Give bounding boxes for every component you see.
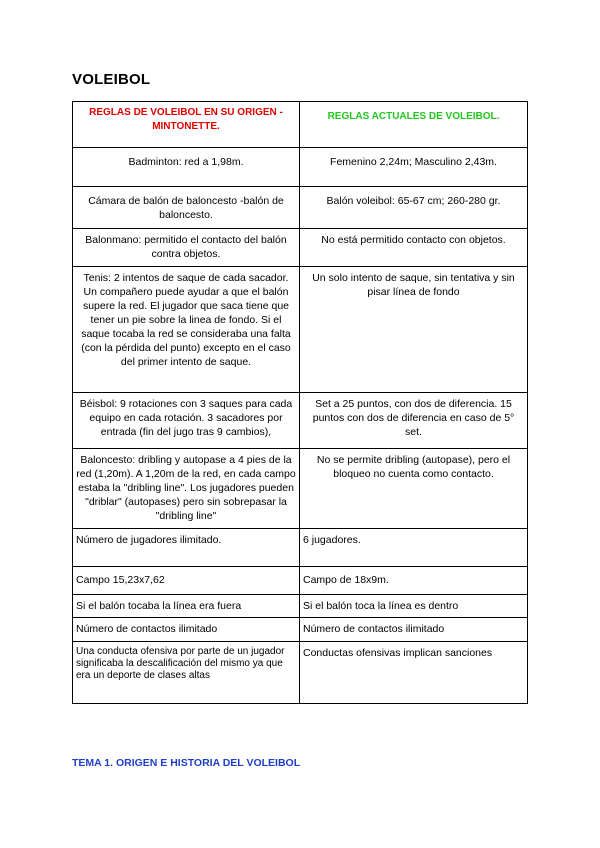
cell-current: Campo de 18x9m. — [300, 567, 528, 595]
cell-current: No se permite dribling (autopase), pero el bloqueo no cuenta como contacto. — [300, 449, 528, 529]
cell-current: Set a 25 puntos, con dos de diferencia. 15 puntos con dos de diferencia en caso de 5° set. — [300, 393, 528, 449]
section-heading: TEMA 1. ORIGEN E HISTORIA DEL VOLEIBOL — [72, 757, 301, 769]
cell-current: Conductas ofensivas implican sanciones — [300, 642, 528, 704]
cell-original: Número de jugadores ilimitado. — [73, 529, 300, 567]
rules-comparison-table — [72, 101, 528, 704]
table-row — [73, 229, 528, 267]
cell-original: Baloncesto: dribling y autopase a 4 pies de la red (1,20m). A 1,20m de la red, en cada campo estaba la "dribling line". Los jugadores pueden "driblar" (autopases) pero sin sobrepasar la "dribling line" — [73, 449, 300, 529]
cell-current: Si el balón toca la línea es dentro — [300, 595, 528, 618]
cell-current: Femenino 2,24m; Masculino 2,43m. — [300, 148, 528, 187]
table-row — [73, 393, 528, 449]
table-row — [73, 148, 528, 187]
cell-current: 6 jugadores. — [300, 529, 528, 567]
table-row — [73, 595, 528, 618]
cell-original: Número de contactos ilimitado — [73, 618, 300, 642]
table-row — [73, 529, 528, 567]
cell-original: Badminton: red a 1,98m. — [73, 148, 300, 187]
cell-original: Si el balón tocaba la línea era fuera — [73, 595, 300, 618]
cell-original: Cámara de balón de baloncesto -balón de baloncesto. — [73, 187, 300, 229]
cell-original: Una conducta ofensiva por parte de un jugador significaba la descalificación del mismo ya que era un deporte de clases altas — [73, 642, 300, 704]
cell-current: No está permitido contacto con objetos. — [300, 229, 528, 267]
cell-current: Un solo intento de saque, sin tentativa y sin pisar línea de fondo — [300, 267, 528, 393]
cell-original: Balonmano: permitido el contacto del balón contra objetos. — [73, 229, 300, 267]
page-title: VOLEIBOL — [72, 71, 151, 88]
cell-original: Campo 15,23x7,62 — [73, 567, 300, 595]
table-row — [73, 187, 528, 229]
table-row — [73, 267, 528, 393]
cell-current: Balón voleibol: 65-67 cm; 260-280 gr. — [300, 187, 528, 229]
cell-current: Número de contactos ilimitado — [300, 618, 528, 642]
table-row — [73, 449, 528, 529]
header-original-rules: REGLAS DE VOLEIBOL EN SU ORIGEN - MINTONETTE. — [73, 102, 300, 148]
table-row — [73, 567, 528, 595]
cell-original: Tenis: 2 intentos de saque de cada sacador. Un compañero puede ayudar a que el balón supere la red. El jugador que saca tiene que tener un pie sobre la linea de fondo. Si el saque tocaba la red se consideraba una falta (con la pérdida del punto) excepto en el caso del primer intento de saque. — [73, 267, 300, 393]
table-row — [73, 618, 528, 642]
cell-original: Béisbol: 9 rotaciones con 3 saques para cada equipo en cada rotación. 3 sacadores por entrada (fin del jugo tras 9 cambios), — [73, 393, 300, 449]
header-current-rules: REGLAS ACTUALES DE VOLEIBOL. — [300, 102, 528, 148]
table-header-row — [73, 102, 528, 148]
table-row — [73, 642, 528, 704]
